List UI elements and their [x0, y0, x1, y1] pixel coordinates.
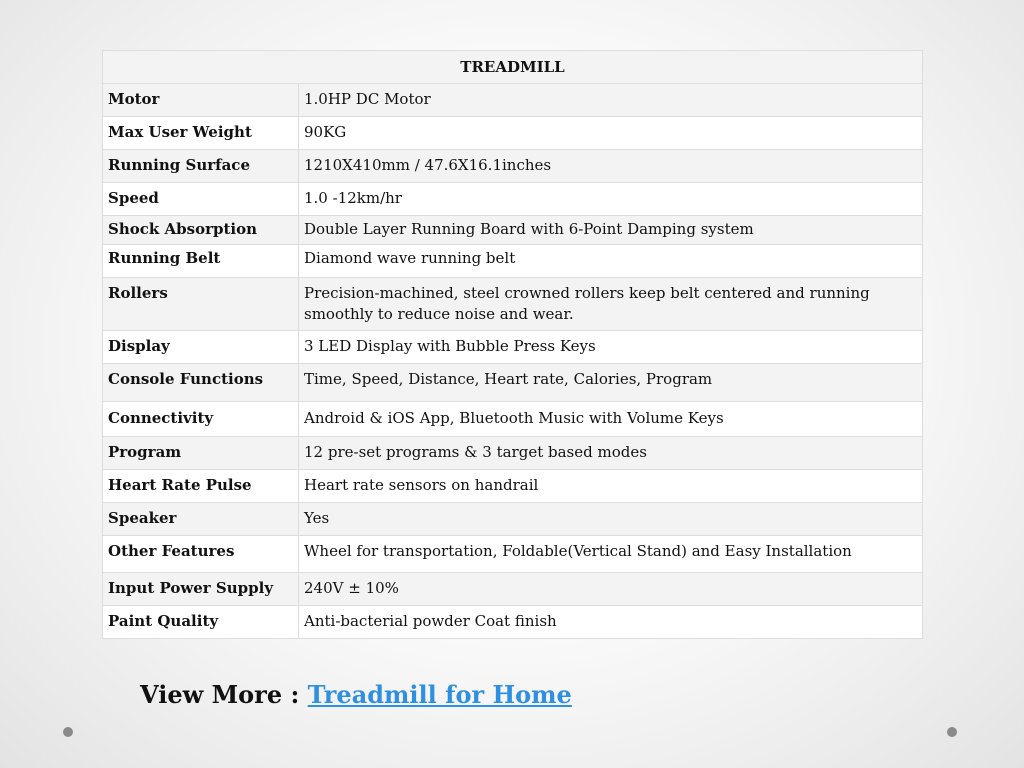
row-label: Console Functions — [103, 364, 299, 402]
row-label: Heart Rate Pulse — [103, 470, 299, 503]
row-label: Motor — [103, 84, 299, 117]
view-more-label: View More : — [140, 680, 300, 709]
row-value: Precision-machined, steel crowned rollers keep belt centered and running smoothly to reduce noise and wear. — [299, 278, 923, 331]
treadmill-for-home-link[interactable]: Treadmill for Home — [307, 680, 572, 709]
row-label: Speaker — [103, 503, 299, 536]
row-value: 1.0HP DC Motor — [299, 84, 923, 117]
table-row — [103, 117, 923, 150]
row-value: Diamond wave running belt — [299, 245, 923, 278]
row-label: Rollers — [103, 278, 299, 331]
table-row — [103, 503, 923, 536]
row-value: 1210X410mm / 47.6X16.1inches — [299, 150, 923, 183]
row-value: 90KG — [299, 117, 923, 150]
row-value: 240V ± 10% — [299, 573, 923, 606]
row-label: Running Surface — [103, 150, 299, 183]
table-row — [103, 150, 923, 183]
table-row — [103, 216, 923, 245]
row-value: Time, Speed, Distance, Heart rate, Calories, Program — [299, 364, 923, 402]
row-label: Display — [103, 331, 299, 364]
row-value: 1.0 -12km/hr — [299, 183, 923, 216]
row-label: Speed — [103, 183, 299, 216]
row-value: Android & iOS App, Bluetooth Music with Volume Keys — [299, 402, 923, 437]
row-label: Paint Quality — [103, 606, 299, 639]
row-label: Other Features — [103, 536, 299, 573]
table-row — [103, 183, 923, 216]
slide-dot-right — [947, 727, 957, 737]
table-header-row — [103, 51, 923, 84]
table-row — [103, 331, 923, 364]
row-value: Yes — [299, 503, 923, 536]
row-value: Heart rate sensors on handrail — [299, 470, 923, 503]
row-label: Running Belt — [103, 245, 299, 278]
table-row — [103, 606, 923, 639]
row-value: Wheel for transportation, Foldable(Vertical Stand) and Easy Installation — [299, 536, 923, 573]
table-title: TREADMILL — [103, 51, 923, 84]
row-label: Max User Weight — [103, 117, 299, 150]
row-value: 12 pre-set programs & 3 target based modes — [299, 437, 923, 470]
row-label: Input Power Supply — [103, 573, 299, 606]
row-value: 3 LED Display with Bubble Press Keys — [299, 331, 923, 364]
slide-dot-left — [63, 727, 73, 737]
table-row — [103, 402, 923, 437]
table-row — [103, 364, 923, 402]
row-value: Anti-bacterial powder Coat finish — [299, 606, 923, 639]
row-value: Double Layer Running Board with 6-Point Damping system — [299, 216, 923, 245]
table-row — [103, 437, 923, 470]
view-more — [140, 680, 572, 709]
table-row — [103, 573, 923, 606]
row-label: Program — [103, 437, 299, 470]
table-row — [103, 470, 923, 503]
row-label: Shock Absorption — [103, 216, 299, 245]
table-row — [103, 84, 923, 117]
row-label: Connectivity — [103, 402, 299, 437]
table-row — [103, 536, 923, 573]
table-row — [103, 245, 923, 278]
table-row — [103, 278, 923, 331]
spec-table — [102, 50, 923, 639]
